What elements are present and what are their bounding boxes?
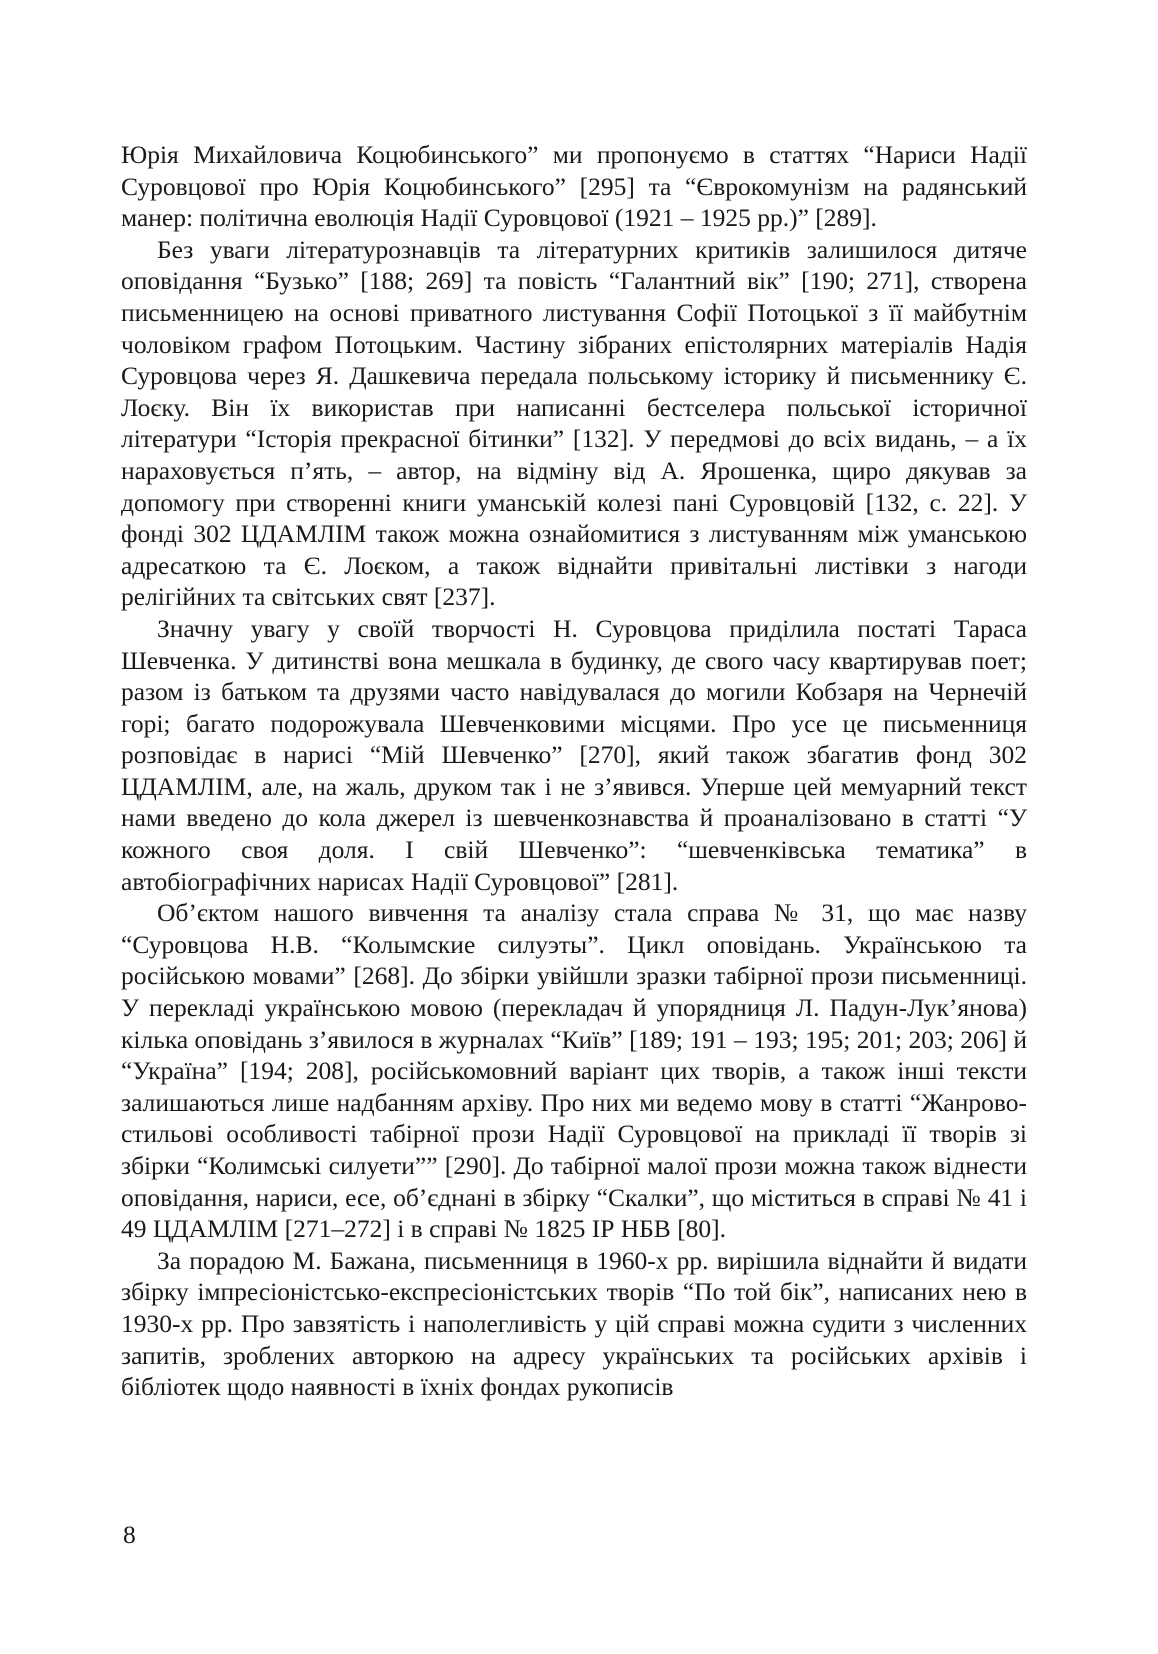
paragraph-1: Юрія Михайловича Коцюбинського” ми пропонуємо в статтях “Нариси Надії Суровцової про Юрія Коцюбинського” [295] та “Єврокомунізм на радянський манер: політична еволюція Надії Суровцової (1921 – 1925 рр.)” [289]. — [121, 140, 1027, 233]
paragraph-3: Значну увагу у своїй творчості Н. Суровцова приділила постаті Тараса Шевченка. У дитинстві вона мешкала в будинку, де свого часу квартирував поет; разом із батьком та друзями часто навідувалася до могили Кобзаря на Чернечій горі; багато подорожувала Шевченковими місцями. Про усе це письменниця розповідає в нарисі “Мій Шевченко” [270], який також збагатив фонд 302 ЦДАМЛІМ, але, на жаль, друком так і не з’явився. Уперше цей мемуарний текст нами введено до кола джерел із шевченкознавства й проаналізовано в статті “У кожного своя доля. І свій Шевченко”: “шевченківська тематика” в автобіографічних нарисах Надії Суровцової” [281]. — [121, 613, 1027, 896]
paragraph-2: Без уваги літературознавців та літературних критиків залишилося дитяче оповідання “Бузько” [188; 269] та повість “Галантний вік” [190; 271], створена письменницею на основі приватного листування Софії Потоцької з її майбутнім чоловіком графом Потоцьким. Частину зібраних епістолярних матеріалів Надія Суровцова через Я. Дашкевича передала польському історику й письменнику Є. Лоєку. Він їх використав при написанні бестселера польської історичної літератури “Історія прекрасної бітинки” [132]. У передмові до всіх видань, – а їх нараховується п’ять, – автор, на відміну від А. Ярошенка, щиро дякував за допомогу при створенні книги уманській колезі пані Суровцовій [132, с. 22]. У фонді 302 ЦДАМЛІМ також можна ознайомитися з листуванням між уманською адресаткою та Є. Лоєком, а також віднайти привітальні листівки з нагоди релігійних та світських свят [237]. — [121, 234, 1027, 612]
body-text — [121, 139, 1027, 1403]
page-number: 8 — [123, 1520, 136, 1549]
paragraph-5: За порадою М. Бажана, письменниця в 1960-х рр. вирішила віднайти й видати збірку імпресіоністсько-експресіоністських творів “По той бік”, написаних нею в 1930-х рр. Про завзятість і наполегливість у цій справі можна судити з численних запитів, зроблених авторкою на адресу українських та російських архівів і бібліотек щодо наявності в їхніх фондах рукописів — [121, 1245, 1027, 1402]
paragraph-4: Об’єктом нашого вивчення та аналізу стала справа № 31, що має назву “Суровцова Н.В. “Колымские силуэты”. Цикл оповідань. Українською та російською мовами” [268]. До збірки увійшли зразки табірної прози письменниці. У перекладі українською мовою (перекладач й упорядниця Л. Падун-Лук’янова) кілька оповідань з’явилося в журналах “Київ” [189; 191 – 193; 195; 201; 203; 206] й “Україна” [194; 208], російськомовний варіант цих творів, а також інші тексти залишаються лише надбанням архіву. Про них ми ведемо мову в статті “Жанрово-стильові особливості табірної прози Надії Суровцової на прикладі її творів зі збірки “Колимські силуети”” [290]. До табірної малої прози можна також віднести оповідання, нариси, есе, об’єднані в збірку “Скалки”, що міститься в справі № 41 і 49 ЦДАМЛІМ [271–272] і в справі № 1825 ІР НБВ [80]. — [121, 898, 1027, 1244]
